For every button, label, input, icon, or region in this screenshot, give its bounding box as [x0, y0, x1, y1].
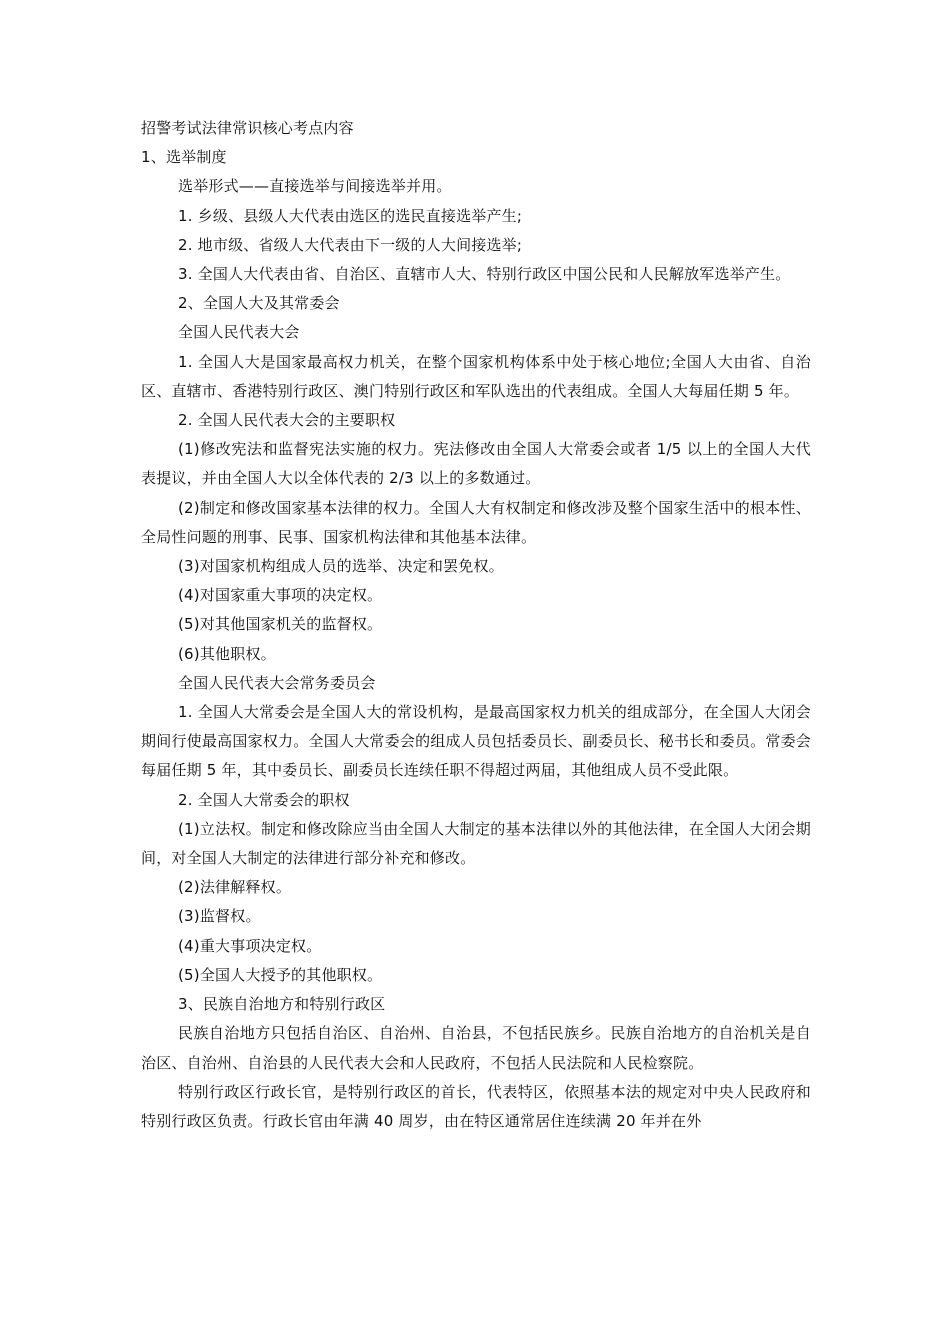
- paragraph: (3)监督权。: [178, 907, 261, 926]
- paragraph: (5)全国人大授予的其他职权。: [178, 965, 383, 984]
- paragraph: (3)对国家机构组成人员的选举、决定和罢免权。: [178, 557, 504, 576]
- paragraph: 特别行政区行政长官，是特别行政区的首长，代表特区，依照基本法的规定对中央人民政府和特别行政区负责。行政长官由年满 40 周岁，由在特区通常居住连续满 20 年并在外: [141, 1082, 811, 1130]
- paragraph: 1. 全国人大是国家最高权力机关，在整个国家机构体系中处于核心地位;全国人大由省、自治区、直辖市、香港特别行政区、澳门特别行政区和军队选出的代表组成。全国人大每届任期 5 年。: [141, 352, 811, 400]
- paragraph: (5)对其他国家机关的监督权。: [178, 615, 383, 634]
- paragraph: 2. 全国人民代表大会的主要职权: [178, 411, 396, 430]
- paragraph: (2)制定和修改国家基本法律的权力。全国人大有权制定和修改涉及整个国家生活中的根本性、全局性问题的刑事、民事、国家机构法律和其他基本法律。: [141, 498, 811, 546]
- paragraph: 2. 地市级、省级人大代表由下一级的人大间接选举;: [178, 235, 523, 254]
- paragraph: 3. 全国人大代表由省、自治区、直辖市人大、特别行政区中国公民和人民解放军选举产生。: [178, 265, 791, 284]
- paragraph: (6)其他职权。: [178, 644, 276, 663]
- paragraph: (4)对国家重大事项的决定权。: [178, 586, 383, 605]
- section-1-heading: 1、选举制度: [141, 148, 227, 167]
- paragraph: 2. 全国人大常委会的职权: [178, 790, 350, 809]
- paragraph: 1. 乡级、县级人大代表由选区的选民直接选举产生;: [178, 206, 523, 225]
- section-3-heading: 3、民族自治地方和特别行政区: [178, 995, 386, 1014]
- paragraph: (2)法律解释权。: [178, 878, 292, 897]
- paragraph: 1. 全国人大常委会是全国人大的常设机构，是最高国家权力机关的组成部分，在全国人大闭会期间行使最高国家权力。全国人大常委会的组成人员包括委员长、副委员长、秘书长和委员。常委会每届任期 5 年，其中委员长、副委员长连续任职不得超过两届，其他组成人员不受此限。: [141, 703, 811, 780]
- paragraph: 民族自治地方只包括自治区、自治州、自治县，不包括民族乡。民族自治地方的自治机关是自治区、自治州、自治县的人民代表大会和人民政府，不包括人民法院和人民检察院。: [141, 1024, 811, 1072]
- paragraph: (1)立法权。制定和修改除应当由全国人大制定的基本法律以外的其他法律，在全国人大闭会期间，对全国人大制定的法律进行部分补充和修改。: [141, 819, 811, 868]
- document-body: [141, 114, 811, 1136]
- paragraph: 选举形式——直接选举与间接选举并用。: [178, 177, 452, 196]
- paragraph: (1)修改宪法和监督宪法实施的权力。宪法修改由全国人大常委会或者 1/5 以上的全国人大代表提议，并由全国人大以全体代表的 2/3 以上的多数通过。: [141, 440, 811, 488]
- subsection-heading-standing-committee: 全国人民代表大会常务委员会: [178, 673, 376, 692]
- subsection-heading-npc: 全国人民代表大会: [178, 323, 300, 342]
- section-2-heading: 2、全国人大及其常委会: [178, 294, 340, 313]
- document-title: 招警考试法律常识核心考点内容: [141, 119, 354, 137]
- paragraph: (4)重大事项决定权。: [178, 936, 322, 955]
